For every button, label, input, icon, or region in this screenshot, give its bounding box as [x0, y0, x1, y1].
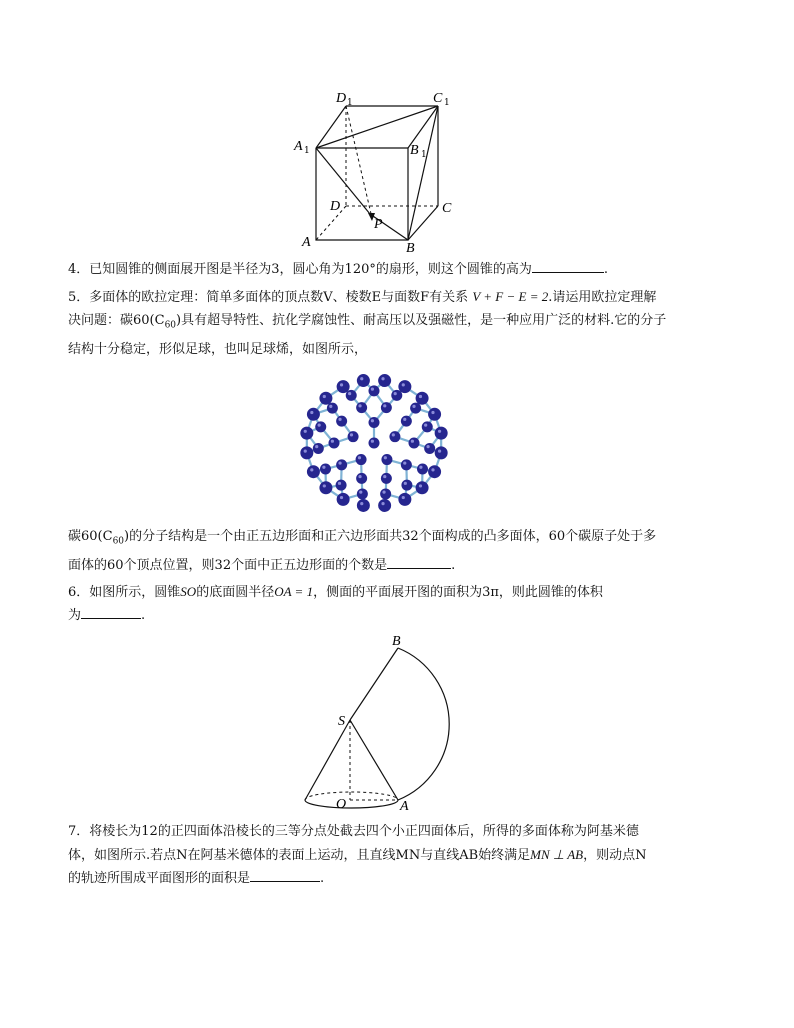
question-7: 7．将棱长为12的正四面体沿棱长的三等分点处截去四个小正四面体后，所得的多面体称为阿基米德 体，如图所示.若点N在阿基米德体的表面上运动，且直线MN与直线AB始终满足MN ⊥ AB，则动点N 的轨迹所围成平面图形的面积是 . [68, 824, 647, 886]
carbon-atom [409, 438, 420, 449]
carbon-atom [369, 438, 380, 449]
question-7-line2-a: 体，如图所示.若点N在阿基米德体的表面上运动，且直线MN与直线AB始终满足 [68, 848, 531, 863]
carbon-atom [380, 488, 391, 499]
carbon-atom-highlight [360, 377, 363, 380]
c60-subscript: 60 [164, 320, 177, 331]
carbon-atom [336, 480, 347, 491]
carbon-atom [435, 446, 448, 459]
label-C: C [442, 201, 452, 216]
carbon-atom [300, 446, 313, 459]
carbon-atom [424, 443, 435, 454]
carbon-atom [398, 380, 411, 393]
carbon-atom [320, 464, 331, 475]
label-B1-sub: 1 [421, 150, 427, 160]
carbon-atom [337, 380, 350, 393]
carbon-atom [356, 473, 367, 484]
carbon-atom [381, 454, 392, 465]
carbon-atom [357, 374, 370, 387]
label-A: A [302, 235, 311, 250]
perpendicular-condition: MN ⊥ AB [530, 847, 584, 862]
question-5-line4: 碳60(C [68, 529, 113, 544]
cube-figure [290, 88, 470, 258]
carbon-atom-highlight [411, 440, 414, 443]
question-6: 6．如图所示，圆锥SO的底面圆半径OA = 1，侧面的平面展开图的面积为3π，则此圆锥的体积 为 . [68, 584, 603, 623]
carbon-atom-highlight [371, 419, 374, 422]
carbon-atom-highlight [338, 461, 341, 464]
carbon-atom-highlight [310, 468, 313, 471]
cone-figure [300, 632, 480, 814]
question-4-number: 4． [68, 262, 90, 277]
question-7-line3: 的轨迹所围成平面图形的面积是 [68, 871, 251, 886]
carbon-atom-highlight [404, 482, 407, 485]
question-6-line2: 为 [68, 608, 82, 623]
carbon-atom [417, 464, 428, 475]
carbon-atom-highlight [438, 449, 441, 452]
carbon-atom-highlight [381, 377, 384, 380]
carbon-atom [428, 465, 441, 478]
label-D1: D [336, 91, 347, 106]
question-6-line1-a: 如图所示，圆锥 [89, 585, 181, 600]
carbon-atom [307, 408, 320, 421]
carbon-atom [401, 480, 412, 491]
carbon-atom-highlight [438, 430, 441, 433]
question-5-line1: 多面体的欧拉定理：简单多面体的顶点数V、棱数E与面数F有关系 [89, 290, 469, 305]
cone-label-B: B [392, 634, 401, 649]
label-B: B [406, 241, 415, 256]
question-5-line1-end: .请运用欧拉定理解 [548, 290, 657, 305]
carbon-atom-highlight [383, 404, 386, 407]
carbon-atom-highlight [403, 461, 406, 464]
carbon-atom-highlight [338, 482, 341, 485]
question-5-line2: 决问题：碳60(C [68, 313, 165, 328]
carbon-atom-highlight [340, 383, 343, 386]
answer-blank-7[interactable] [250, 867, 320, 882]
carbon-atom [422, 421, 433, 432]
carbon-atom [410, 403, 421, 414]
carbon-atom-highlight [304, 430, 307, 433]
carbon-atom-highlight [419, 484, 422, 487]
carbon-atom-highlight [419, 395, 422, 398]
question-7-line1: 将棱长为12的正四面体沿棱长的三等分点处截去四个小正四面体后，所得的多面体称为阿基米德 [89, 824, 639, 839]
carbon-atom-highlight [318, 424, 321, 427]
carbon-atom-highlight [323, 395, 326, 398]
cube-edge-front [316, 148, 408, 240]
carbon-atom [369, 417, 380, 428]
carbon-atom-highlight [358, 475, 361, 478]
answer-blank-5[interactable] [387, 554, 451, 569]
label-C1: C [433, 91, 443, 106]
question-5-line4-end: )的分子结构是一个由正五边形面和正六边形面共32个面构成的凸多面体，60个碳原子处于多 [124, 529, 657, 544]
question-5-line5: 面体的60个顶点位置，则32个面中正五边形面的个数是 [68, 557, 388, 573]
carbon-atom-highlight [412, 405, 415, 408]
carbon-atom-highlight [348, 392, 351, 395]
carbon-atom [416, 481, 429, 494]
carbon-atom-highlight [419, 466, 422, 469]
cone-label-O: O [336, 797, 347, 812]
carbon-atom-highlight [381, 502, 384, 505]
label-D1-sub: 1 [347, 98, 353, 108]
carbon-atom-highlight [403, 418, 406, 421]
carbon-atom-highlight [431, 468, 434, 471]
carbon-atom-highlight [323, 484, 326, 487]
carbon-atom [369, 385, 380, 396]
question-6-number: 6． [68, 585, 90, 600]
carbon-atom-highlight [431, 411, 434, 414]
carbon-atom-highlight [338, 418, 341, 421]
label-B1: B [410, 143, 419, 158]
carbon-atom [300, 427, 313, 440]
carbon-atom [398, 493, 411, 506]
carbon-atom [356, 402, 367, 413]
carbon-atom [348, 431, 359, 442]
carbon-atom [336, 416, 347, 427]
question-5-continued: 碳$60(C_{60})$的分子结构是一个由正五边形面和正六边形面共32个面构成的凸多面体，60个碳原子处于多 面体的60个顶点位置，则32个面中正五边形面的个数是 . [68, 529, 657, 573]
question-5-number: 5． [68, 290, 90, 305]
question-5 [68, 285, 728, 361]
carbon-atom [329, 438, 340, 449]
carbon-atom [319, 392, 332, 405]
label-C1-sub: 1 [444, 98, 450, 108]
carbon-atom [357, 499, 370, 512]
carbon-atom-highlight [402, 496, 405, 499]
carbon-atom [313, 443, 324, 454]
carbon-atom [428, 408, 441, 421]
c60-subscript-2: 60 [112, 536, 125, 547]
carbon-atom [378, 374, 391, 387]
answer-blank-4[interactable] [532, 258, 604, 273]
carbon-atom [357, 488, 368, 499]
question-7-line2-b: ，则动点N [583, 848, 647, 863]
carbon-atom-highlight [426, 445, 429, 448]
carbon-atom-highlight [371, 440, 374, 443]
cone-label-A: A [400, 799, 409, 814]
label-A1: A [294, 139, 303, 154]
carbon-atom-highlight [402, 383, 405, 386]
carbon-atom [381, 473, 392, 484]
answer-blank-6[interactable] [81, 604, 141, 619]
carbon-atom-highlight [384, 456, 387, 459]
carbon-atom-highlight [340, 496, 343, 499]
carbon-atom [336, 459, 347, 470]
fullerene-figure [292, 368, 456, 518]
radius-value: OA = 1 [274, 584, 314, 599]
carbon-atom [381, 402, 392, 413]
carbon-atom [327, 403, 338, 414]
label-A1-sub: 1 [304, 146, 310, 156]
euler-formula: V + F − E = 2 [472, 289, 549, 304]
carbon-atom [389, 431, 400, 442]
carbon-atom-highlight [315, 445, 318, 448]
carbon-atom-highlight [350, 433, 353, 436]
carbon-atom [416, 392, 429, 405]
carbon-atom-highlight [331, 440, 334, 443]
question-6-line1-c: ，侧面的平面展开图的面积为3π，则此圆锥的体积 [313, 585, 603, 600]
carbon-atom [378, 499, 391, 512]
cone-label-S: S [338, 714, 345, 729]
label-D: D [330, 199, 341, 214]
carbon-atom-highlight [383, 475, 386, 478]
carbon-atom-highlight [371, 388, 374, 391]
carbon-atom-highlight [359, 491, 362, 494]
carbon-atom-highlight [382, 491, 385, 494]
label-P: P [374, 217, 383, 232]
carbon-atom [307, 465, 320, 478]
carbon-atom-highlight [329, 405, 332, 408]
carbon-atom-highlight [392, 433, 395, 436]
carbon-atom-highlight [360, 502, 363, 505]
carbon-atom [337, 493, 350, 506]
carbon-atom-highlight [424, 424, 427, 427]
carbon-atom-highlight [310, 411, 313, 414]
carbon-atom [401, 416, 412, 427]
carbon-atom [315, 421, 326, 432]
carbon-atom [435, 427, 448, 440]
cone-name: SO [180, 584, 197, 599]
carbon-atom [356, 454, 367, 465]
question-5-line2-end: )具有超导特性、抗化学腐蚀性、耐高压以及强磁性，是一种应用广泛的材料.它的分子 [176, 313, 667, 328]
question-6-line1-b: 的底面圆半径 [196, 585, 275, 600]
question-7-number: 7． [68, 824, 90, 839]
question-5-line3: 结构十分稳定，形似足球，也叫足球烯，如图所示， [68, 341, 368, 357]
carbon-atom [319, 481, 332, 494]
question-4-text: 已知圆锥的侧面展开图是半径为3，圆心角为120°的扇形，则这个圆锥的高为 [89, 262, 532, 277]
carbon-atom-highlight [394, 392, 397, 395]
carbon-atom-highlight [322, 466, 325, 469]
carbon-atom [401, 459, 412, 470]
carbon-atom-highlight [304, 449, 307, 452]
question-4: 4．已知圆锥的侧面展开图是半径为3，圆心角为120°的扇形，则这个圆锥的高为 . [68, 258, 728, 281]
carbon-atom-highlight [358, 404, 361, 407]
carbon-atom-highlight [358, 456, 361, 459]
